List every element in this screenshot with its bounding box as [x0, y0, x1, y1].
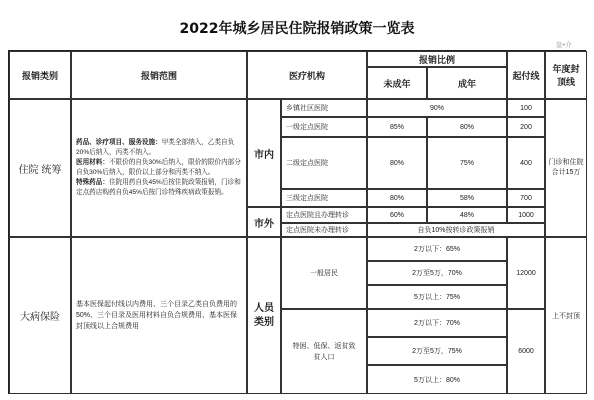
- watermark-text: 皇•介: [555, 42, 572, 49]
- page-title: 2022年城乡居民住院报销政策一览表: [179, 21, 415, 37]
- hospital-category: 住院 统筹: [9, 99, 71, 237]
- minor-level2: 80%: [367, 137, 427, 189]
- serious-cap: 上不封顶: [545, 237, 587, 394]
- serious-category: 大病保险: [9, 237, 71, 394]
- institution-not-referred: 定点医院未办理转诊: [281, 223, 367, 237]
- deductible-referred: 1000: [507, 207, 545, 223]
- header-category: 报销类别: [9, 51, 71, 99]
- tier-general-3: 5万以上：75%: [367, 285, 507, 309]
- materials-label: 医用材料：: [76, 159, 109, 166]
- city-out-label: 市外: [247, 207, 281, 237]
- header-scope: 报销范围: [71, 51, 247, 99]
- hospital-cap: 门诊和住院合计15万: [545, 99, 587, 237]
- policy-table: [8, 50, 586, 394]
- tier-general-1: 2万以下：65%: [367, 237, 507, 261]
- header-deductible: 起付线: [507, 51, 545, 99]
- adult-referred: 48%: [427, 207, 507, 223]
- minor-referred: 60%: [367, 207, 427, 223]
- header-adult: 成年: [427, 67, 507, 99]
- drugs-text: 甲类全部纳入，乙类自负20%后纳入，丙类不纳入。: [76, 139, 235, 156]
- group-general: 一般居民: [281, 237, 367, 309]
- serious-scope: [71, 237, 247, 394]
- minor-level3: 80%: [367, 189, 427, 207]
- special-drugs-text: 住院用药自负45%后按住院政策报销，门诊和定点药店购药自负45%后按门诊特殊疾病政策报销。: [76, 179, 241, 196]
- drugs-label: 药品、诊疗项目、服务设施：: [76, 139, 162, 146]
- deductible-level3: 700: [507, 189, 545, 207]
- people-category-label: 人员类别: [247, 237, 281, 394]
- deductible-general: 12000: [507, 237, 545, 309]
- materials-text: 不限价的自负30%后纳入，限价的限价内部分自负30%后纳入，限价以上部分和丙类不纳入。: [76, 159, 241, 176]
- institution-township: 乡镇社区医院: [281, 99, 367, 117]
- adult-level1: 80%: [427, 117, 507, 137]
- deductible-special: 6000: [507, 309, 545, 394]
- institution-referred: 定点医院且办理转诊: [281, 207, 367, 223]
- institution-level1: 一级定点医院: [281, 117, 367, 137]
- ratio-not-referred: 自负10%按转诊政策报销: [367, 223, 545, 237]
- institution-level3: 三级定点医院: [281, 189, 367, 207]
- deductible-level2: 400: [507, 137, 545, 189]
- institution-level2: 二级定点医院: [281, 137, 367, 189]
- hospital-scope-text: [72, 138, 246, 198]
- header-institution: 医疗机构: [247, 51, 367, 99]
- group-special: 特困、低保、返贫致贫人口: [281, 309, 367, 394]
- minor-level1: 85%: [367, 117, 427, 137]
- serious-scope-text: 基本医保起付线以内费用、三个目录乙类自负费用的50%、三个目录及医用材料自负合规费用、基本医保封顶线以上合规费用: [76, 301, 238, 330]
- hospital-scope: [71, 99, 247, 237]
- header-cap: 年度封顶线: [545, 51, 587, 99]
- adult-level2: 75%: [427, 137, 507, 189]
- adult-level3: 58%: [427, 189, 507, 207]
- tier-general-2: 2万至5万，70%: [367, 261, 507, 285]
- deductible-township: 100: [507, 99, 545, 117]
- city-in-label: 市内: [247, 99, 281, 207]
- tier-special-1: 2万以下：70%: [367, 309, 507, 337]
- deductible-level1: 200: [507, 117, 545, 137]
- header-ratio: 报销比例: [367, 51, 507, 67]
- tier-special-2: 2万至5万，75%: [367, 337, 507, 365]
- ratio-township: 90%: [367, 99, 507, 117]
- tier-special-3: 5万以上：80%: [367, 365, 507, 394]
- special-drugs-label: 特殊药品：: [76, 179, 109, 186]
- header-minor: 未成年: [367, 67, 427, 99]
